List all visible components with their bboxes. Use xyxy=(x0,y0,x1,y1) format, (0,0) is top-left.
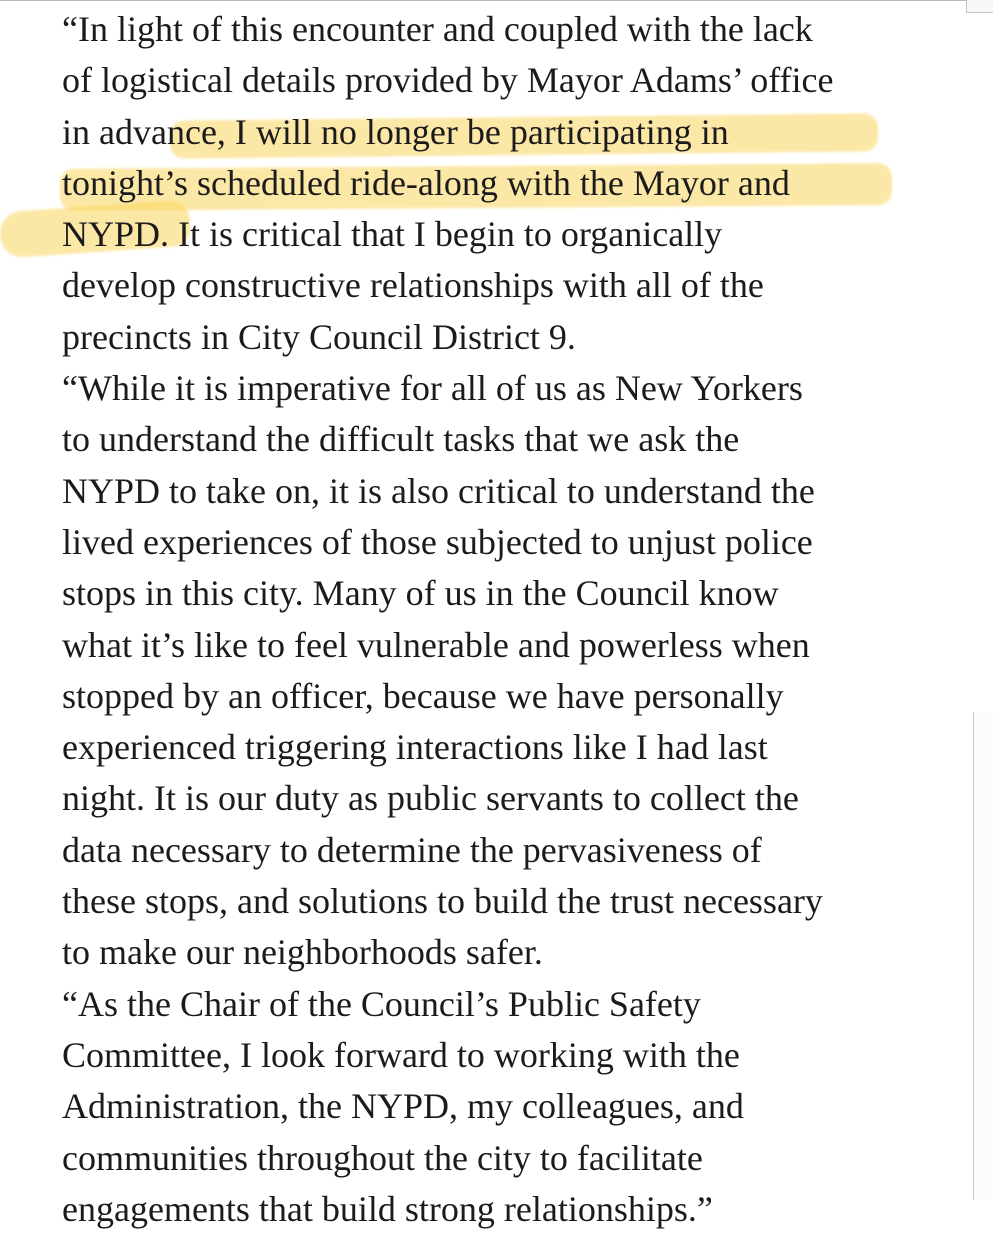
text-line: night. It is our duty as public servants to collect the xyxy=(62,778,799,819)
text-line: Committee, I look forward to working with the xyxy=(62,1034,740,1075)
text-line: of logistical details provided by Mayor Adams’ office xyxy=(62,60,834,101)
text-line: in advance, I will no longer be participating in xyxy=(62,111,729,152)
text-line: “As the Chair of the Council’s Public Safety xyxy=(62,983,701,1024)
window-corner xyxy=(966,0,993,13)
text-line: Administration, the NYPD, my colleagues, and xyxy=(62,1086,744,1127)
text-line: tonight’s scheduled ride-along with the Mayor and xyxy=(62,162,790,203)
text-line: NYPD. It is critical that I begin to organically xyxy=(62,214,723,255)
text-line: stops in this city. Many of us in the Council know xyxy=(62,573,779,614)
text-line: NYPD to take on, it is also critical to understand the xyxy=(62,470,815,511)
text-line: what it’s like to feel vulnerable and powerless when xyxy=(62,624,810,665)
top-divider xyxy=(0,0,966,1)
text-line: to make our neighborhoods safer. xyxy=(62,932,543,973)
text-line: data necessary to determine the pervasiveness of xyxy=(62,829,762,870)
text-line: communities throughout the city to facilitate xyxy=(62,1137,703,1178)
text-line: to understand the difficult tasks that we ask the xyxy=(62,419,740,460)
text-line: these stops, and solutions to build the trust necessary xyxy=(62,881,823,922)
text-line: experienced triggering interactions like I had last xyxy=(62,727,768,768)
scrollbar-track[interactable] xyxy=(973,712,993,1200)
text-line: “While it is imperative for all of us as New Yorkers xyxy=(62,368,803,409)
text-line: “In light of this encounter and coupled with the lack xyxy=(62,9,813,49)
text-line: stopped by an officer, because we have personally xyxy=(62,675,784,716)
text-line: engagements that build strong relationships.” xyxy=(62,1188,713,1229)
text-line: precincts in City Council District 9. xyxy=(62,316,576,357)
text-line: develop constructive relationships with all of the xyxy=(62,265,764,306)
text-line: lived experiences of those subjected to unjust police xyxy=(62,521,813,562)
statement-text xyxy=(62,4,962,1235)
